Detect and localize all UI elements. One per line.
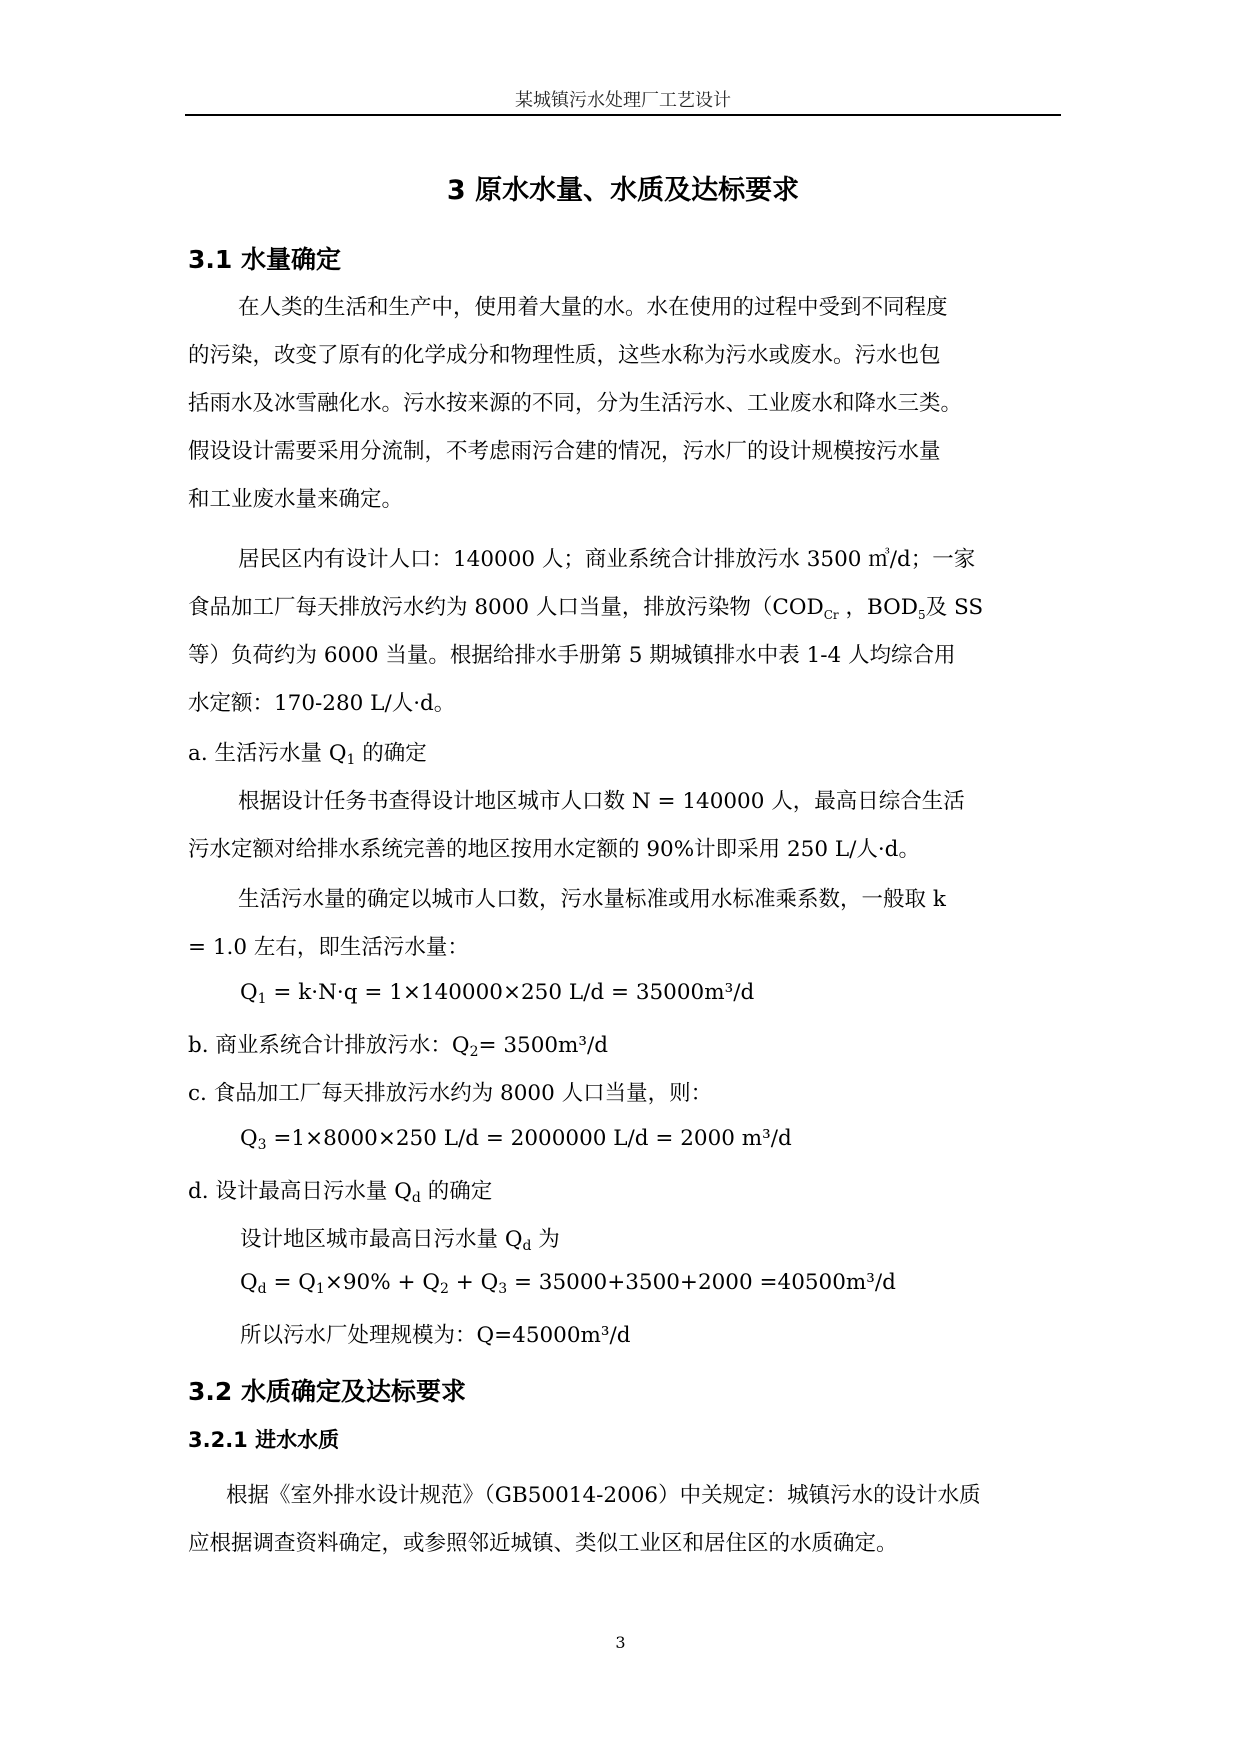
page-number: 3: [615, 1633, 626, 1652]
paragraph-line: 和工业废水量来确定。: [188, 487, 404, 512]
equation-q3: $Q_3 =1\times 8000\times 250$ L/d = 2000000 L/d = 2000 m³/d: [240, 1126, 792, 1153]
item-a: a. 生活污水量 $Q_1$ 的确定: [188, 741, 427, 768]
paragraph-line: 设计地区城市最高日污水量 $Q_d$ 为: [240, 1227, 560, 1254]
paragraph-line: 生活污水量的确定以城市人口数，污水量标准或用水标准乘系数，一般取 k: [238, 887, 946, 912]
paragraph-line: 在人类的生活和生产中，使用着大量的水。水在使用的过程中受到不同程度: [238, 295, 948, 320]
paragraph-line: 假设设计需要采用分流制，不考虑雨污合建的情况，污水厂的设计规模按污水量: [188, 439, 941, 464]
item-d: d. 设计最高日污水量 $Q_d$ 的确定: [188, 1179, 493, 1206]
item-b: b. 商业系统合计排放污水：$Q_2= 3500m^3/d$: [188, 1033, 609, 1060]
header-rule: [185, 114, 1061, 116]
paragraph-line: 食品加工厂每天排放污水约为 8000 人口当量，排放污染物（$COD_{Cr}$ ，$BOD_5$及 SS: [188, 595, 984, 622]
paragraph-line: 应根据调查资料确定，或参照邻近城镇、类似工业区和居住区的水质确定。: [188, 1531, 898, 1556]
equation-qd: $Q_d = Q_1\times 90\% + Q_2 + Q_3 = 35000+3500+2000 =40500m^3/d$: [240, 1270, 896, 1297]
paragraph-line: 居民区内有设计人口：140000 人；商业系统合计排放污水 3500 ㎥/d；一家: [238, 547, 976, 572]
paragraph-line: 的污染，改变了原有的化学成分和物理性质，这些水称为污水或废水。污水也包: [188, 343, 941, 368]
section-heading-3-1: 3.1 水量确定: [188, 245, 341, 274]
paragraph-line: 根据《室外排水设计规范》（GB50014-2006）中关规定：城镇污水的设计水质: [226, 1483, 981, 1508]
paragraph-line: 水定额：170-280 L/人·d。: [188, 691, 456, 716]
item-c: c. 食品加工厂每天排放污水约为 8000 人口当量，则：: [188, 1081, 713, 1106]
chapter-title: 3 原水水量、水质及达标要求: [446, 175, 800, 206]
running-header: 某城镇污水处理厂工艺设计: [515, 90, 731, 111]
paragraph-line: 等）负荷约为 6000 当量。根据给排水手册第 5 期城镇排水中表 1-4 人均综合用: [188, 643, 956, 668]
section-heading-3-2: 3.2 水质确定及达标要求: [188, 1377, 466, 1406]
paragraph-line: 括雨水及冰雪融化水。污水按来源的不同，分为生活污水、工业废水和降水三类。: [188, 391, 963, 416]
paragraph-line: 根据设计任务书查得设计地区城市人口数 N = 140000 人，最高日综合生活: [238, 789, 965, 814]
subsection-heading-3-2-1: 3.2.1 进水水质: [188, 1428, 340, 1452]
paragraph-line: 所以污水厂处理规模为：Q=45000m³/d: [240, 1323, 631, 1348]
paragraph-line: 污水定额对给排水系统完善的地区按用水定额的 90%计即采用 250 L/人·d。: [188, 837, 920, 862]
equation-q1: $Q_1 = k\cdot N\cdot q = 1\times 140000\times 250$ L/d = 35000m³/d: [240, 980, 755, 1007]
paragraph-line: = 1.0 左右，即生活污水量：: [188, 935, 469, 960]
